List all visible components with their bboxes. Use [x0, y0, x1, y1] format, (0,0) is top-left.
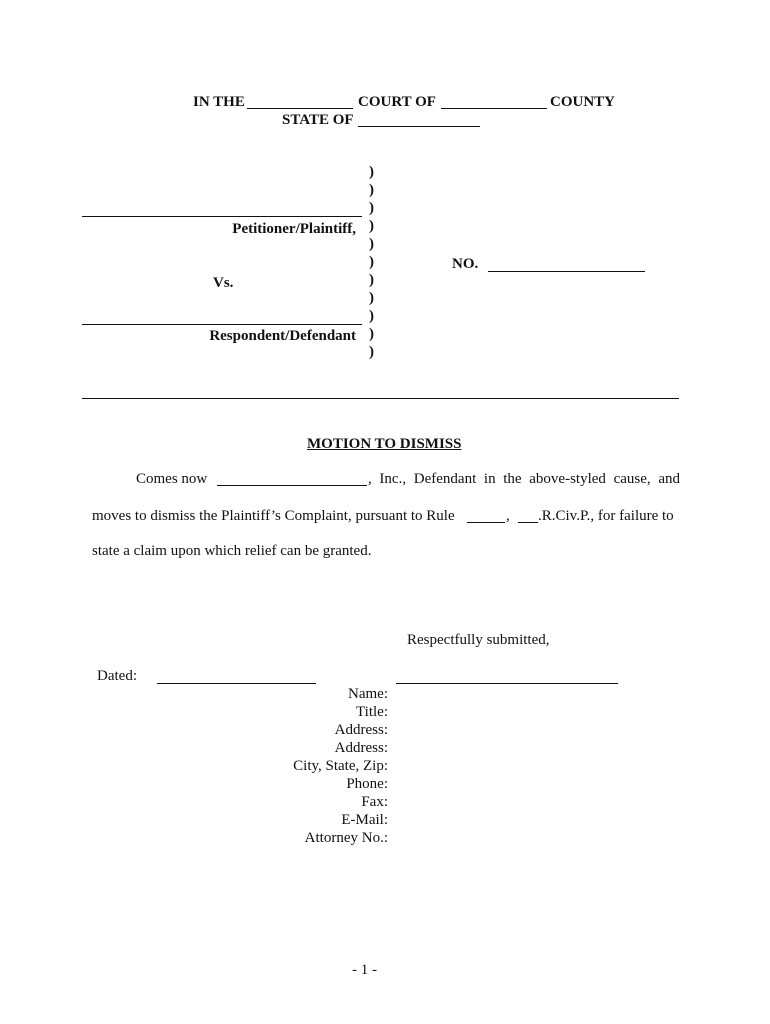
caption-paren: ): [369, 200, 374, 216]
caption-paren: ): [369, 326, 374, 342]
respectfully-submitted: Respectfully submitted,: [407, 632, 550, 648]
page-number: - 1 -: [352, 962, 377, 978]
body-line2-sep: ,: [506, 508, 510, 524]
defendant-name-blank[interactable]: [217, 485, 367, 486]
signature-field-label: Phone:: [346, 776, 388, 792]
signature-field-label: Attorney No.:: [304, 830, 388, 846]
caption-paren: ): [369, 236, 374, 252]
vs-label: Vs.: [213, 275, 234, 291]
header-state-of: STATE OF: [282, 112, 354, 128]
motion-title: MOTION TO DISMISS: [307, 436, 462, 452]
caption-paren: ): [369, 308, 374, 324]
caption-paren: ): [369, 290, 374, 306]
case-number-blank[interactable]: [488, 271, 645, 272]
body-line1-start: Comes now: [136, 471, 208, 487]
case-no-label: NO.: [452, 256, 479, 272]
signature-field-label: Fax:: [361, 794, 388, 810]
header-in-the: IN THE: [193, 94, 245, 110]
caption-paren: ): [369, 272, 374, 288]
caption-paren: ): [369, 344, 374, 360]
county-name-blank[interactable]: [441, 108, 547, 109]
caption-paren: ): [369, 254, 374, 270]
respondent-name-blank[interactable]: [82, 324, 362, 325]
body-line1-end: , Inc., Defendant in the above-styled cause, and: [368, 471, 680, 487]
caption-paren: ): [369, 218, 374, 234]
signature-field-label: Title:: [356, 704, 388, 720]
petitioner-name-blank[interactable]: [82, 216, 362, 217]
signature-field-label: Name:: [348, 686, 388, 702]
body-line3: state a claim upon which relief can be granted.: [92, 543, 372, 559]
state-name-blank[interactable]: [358, 126, 480, 127]
body-line2-start: moves to dismiss the Plaintiff’s Complaint, pursuant to Rule: [92, 508, 455, 524]
signature-blank[interactable]: [396, 683, 618, 684]
court-name-blank[interactable]: [247, 108, 353, 109]
petitioner-label: Petitioner/Plaintiff,: [232, 221, 356, 237]
signature-field-label: City, State, Zip:: [293, 758, 388, 774]
rule-number-blank[interactable]: [467, 522, 505, 523]
date-blank[interactable]: [157, 683, 316, 684]
signature-field-label: E-Mail:: [341, 812, 388, 828]
signature-field-label: Address:: [334, 722, 388, 738]
body-line2-end: .R.Civ.P., for failure to: [538, 508, 674, 524]
caption-divider: [82, 398, 679, 399]
signature-field-label: Address:: [334, 740, 388, 756]
caption-paren: ): [369, 182, 374, 198]
respondent-label: Respondent/Defendant: [209, 328, 356, 344]
state-abbrev-blank[interactable]: [518, 522, 538, 523]
header-court-of: COURT OF: [358, 94, 436, 110]
header-county: COUNTY: [550, 94, 616, 110]
caption-paren: ): [369, 164, 374, 180]
dated-label: Dated:: [97, 668, 137, 684]
